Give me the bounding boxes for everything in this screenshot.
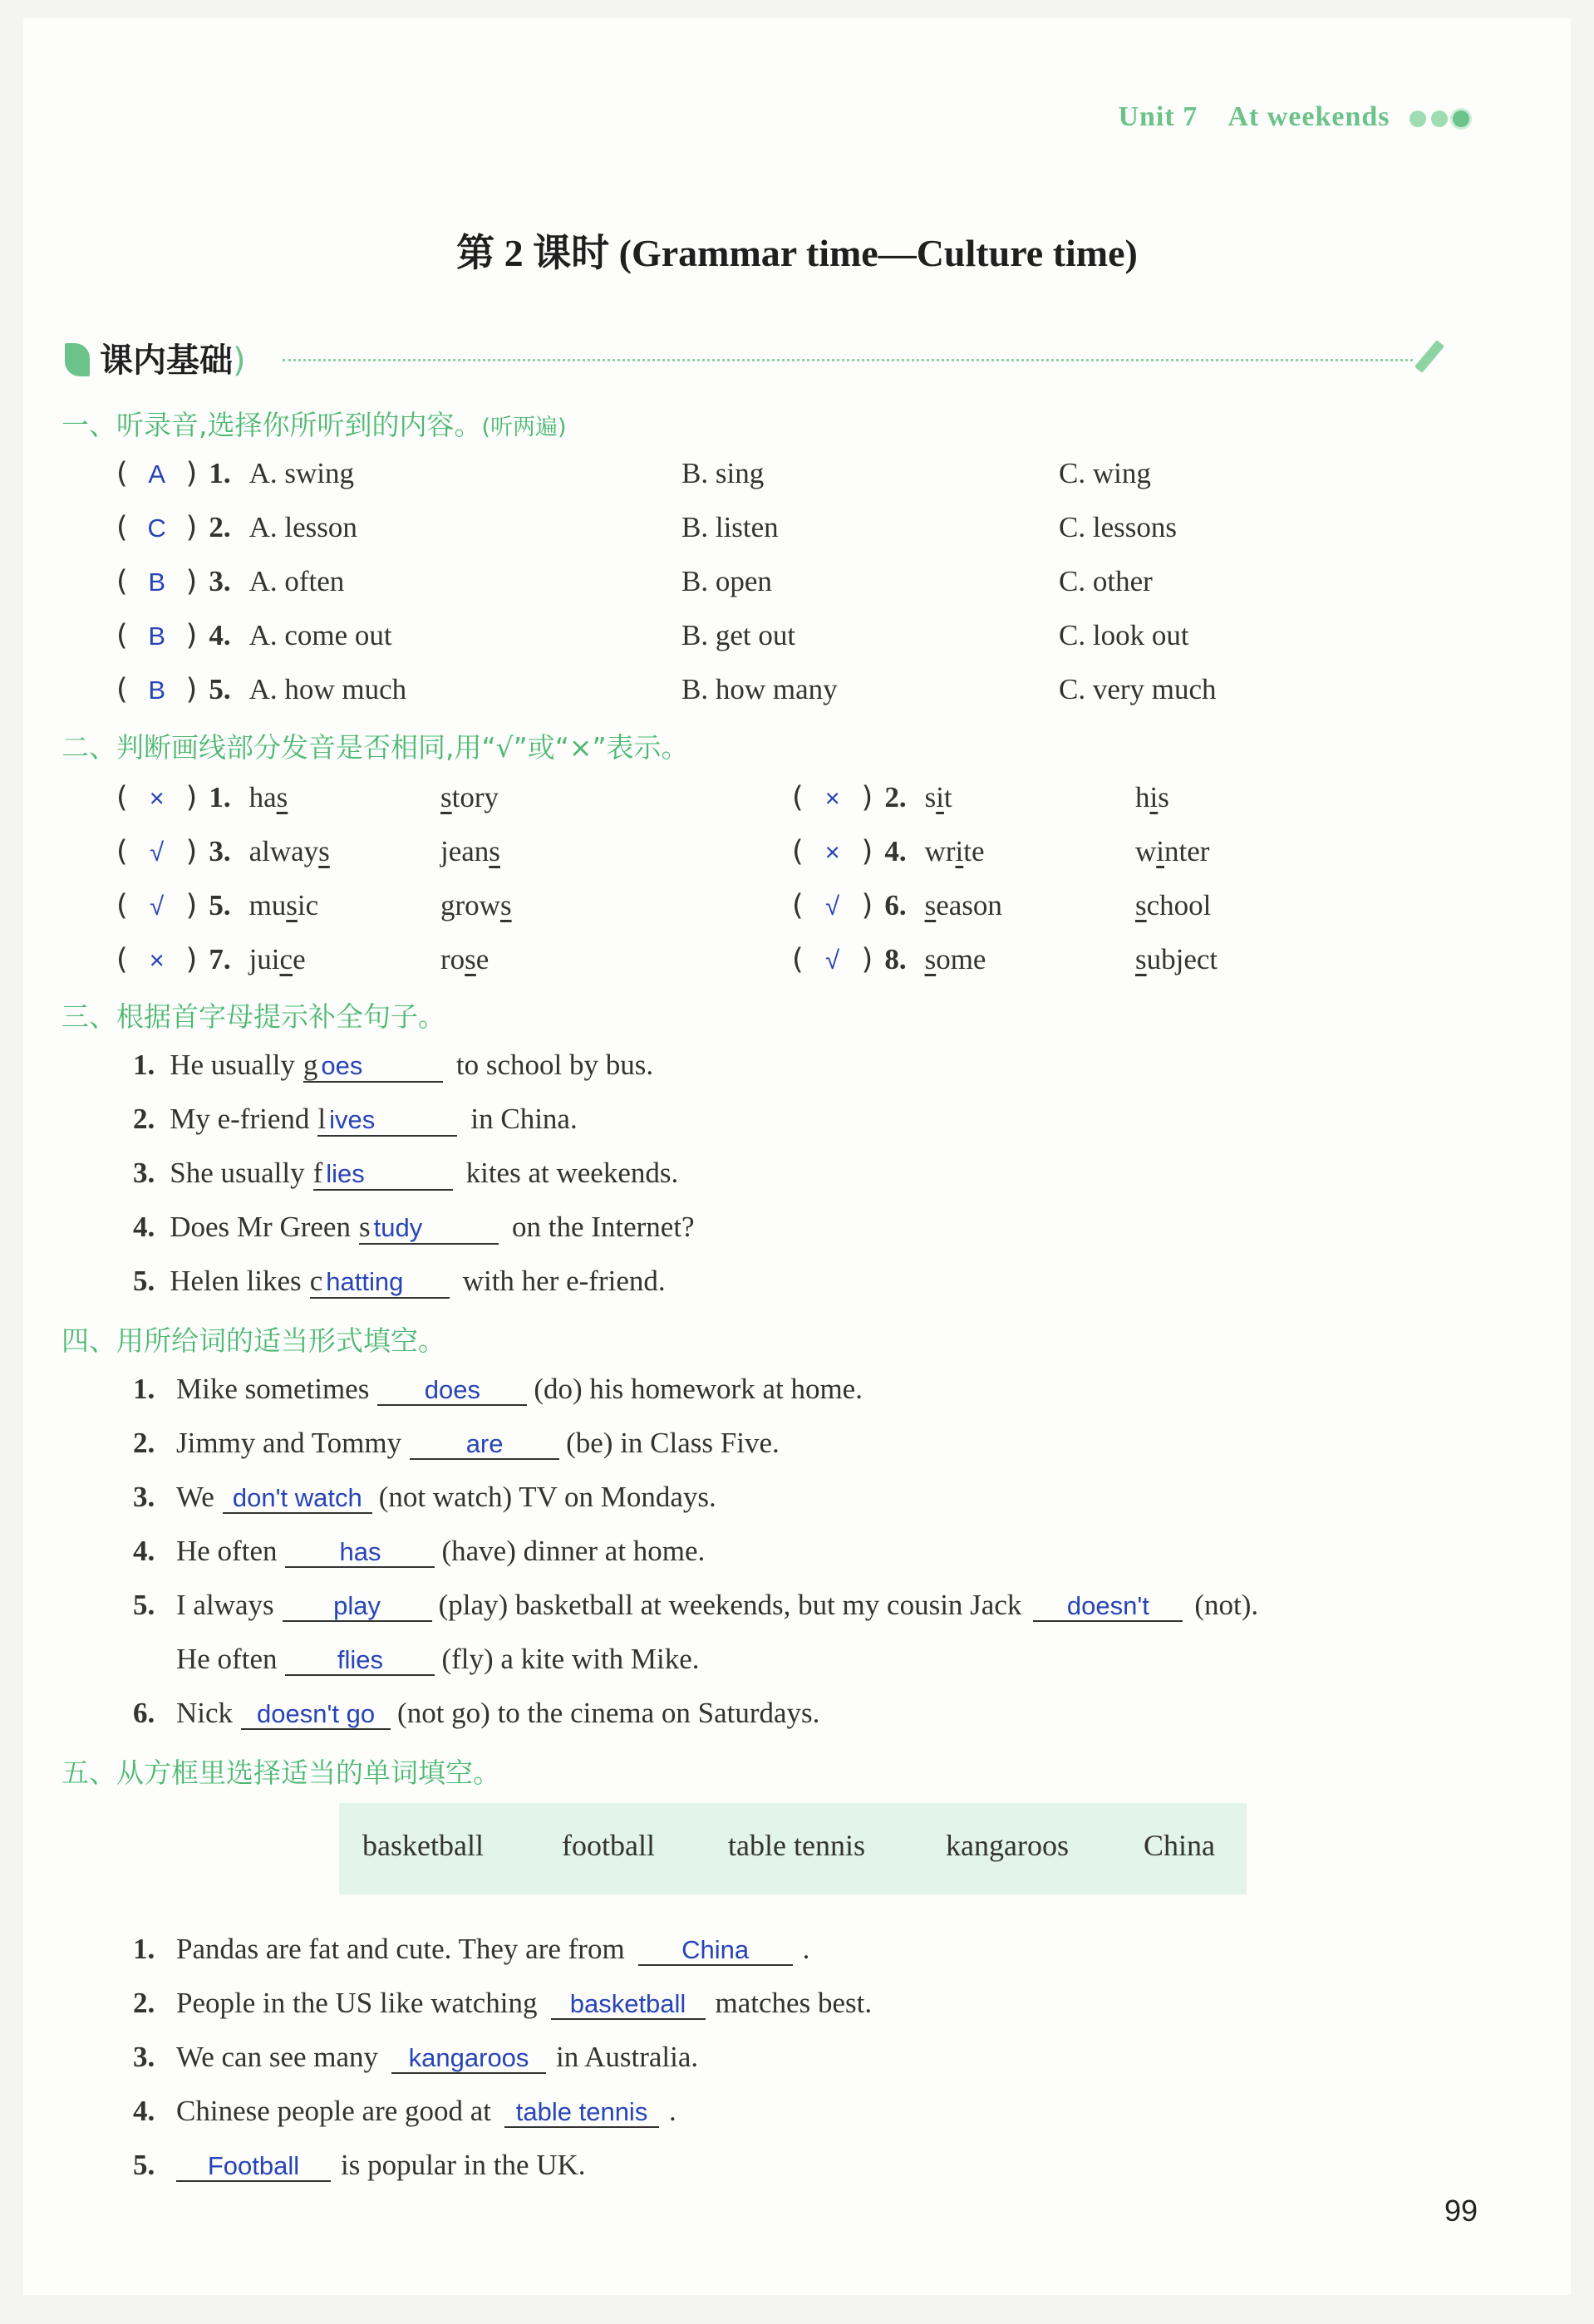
answer-choice: B xyxy=(148,676,165,705)
section-banner: 课内基础) xyxy=(65,334,246,381)
answer-blank xyxy=(317,1104,457,1137)
underlined-word xyxy=(1135,781,1169,813)
sentence-end: is popular in the UK. xyxy=(341,2149,586,2181)
paren-open: ( xyxy=(116,943,128,976)
sentence-end: (not go) to the cinema on Saturdays. xyxy=(397,1697,820,1729)
box-fill-sentence xyxy=(133,1933,809,1966)
choice-row xyxy=(116,565,344,598)
judge-compare xyxy=(1135,889,1211,922)
answer-mark: × xyxy=(149,946,165,975)
word-underlined-part: c xyxy=(279,943,293,975)
word-underlined-part: s xyxy=(1135,889,1147,921)
sentence-start: He often xyxy=(176,1643,278,1675)
item-number: 4. xyxy=(133,1535,155,1567)
judge-compare xyxy=(440,781,499,814)
choice-row xyxy=(116,673,406,706)
sentence-start: She usually xyxy=(170,1157,305,1189)
verb-form-sentence xyxy=(133,1427,780,1460)
option-a: A. swing xyxy=(248,457,354,489)
unit-topic: At weekends xyxy=(1227,101,1390,132)
item-number: 4. xyxy=(133,1211,155,1243)
sentence-start: I always xyxy=(176,1589,274,1621)
sentence-end: . xyxy=(802,1933,810,1965)
underlined-word xyxy=(925,781,952,813)
word-part: s xyxy=(1158,781,1169,813)
judge-compare xyxy=(440,943,489,976)
word-underlined-part: s xyxy=(489,835,500,867)
word-underlined-part: i xyxy=(1149,781,1159,813)
paren-close: ) xyxy=(185,457,198,490)
item-number: 4. xyxy=(209,619,231,651)
answer-blank: doesn't xyxy=(1033,1593,1183,1622)
choice-row xyxy=(116,511,357,544)
word-part: ic xyxy=(297,889,319,921)
item-number: 3. xyxy=(133,1481,155,1513)
answer-blank xyxy=(303,1050,443,1083)
paren-open: ( xyxy=(116,565,128,598)
item-number: 4. xyxy=(133,2095,155,2127)
answer-blank xyxy=(359,1212,499,1245)
underlined-word xyxy=(440,889,512,921)
sentence-end: matches best. xyxy=(715,1987,873,2019)
answer-fill: ives xyxy=(329,1105,376,1134)
paren-open: ( xyxy=(116,835,128,868)
answer-mark: × xyxy=(149,784,165,813)
item-number: 6. xyxy=(133,1697,155,1729)
paren-close: ) xyxy=(185,835,198,868)
choice-row xyxy=(116,457,354,490)
answer-choice: B xyxy=(148,567,165,597)
sentence-start: People in the US like watching xyxy=(176,1987,538,2019)
section-1-heading: 一、听录音,选择你所听到的内容。(听两遍) xyxy=(61,409,567,441)
sentence-start: Pandas are fat and cute. They are from xyxy=(176,1933,625,1965)
item-number: 7. xyxy=(209,943,231,975)
answer-blank xyxy=(313,1158,453,1191)
judge-compare xyxy=(1135,835,1209,868)
sentence-end: kites at weekends. xyxy=(465,1157,679,1189)
box-word: China xyxy=(1144,1829,1215,1862)
answer-mark: √ xyxy=(825,946,840,975)
answer-blank: are xyxy=(410,1431,559,1460)
sentence-start: Does Mr Green xyxy=(170,1211,351,1243)
paren-close: ) xyxy=(185,673,198,706)
underlined-word xyxy=(925,835,985,867)
item-number: 2. xyxy=(884,781,907,813)
paren-open: ( xyxy=(116,457,128,490)
item-number: 5. xyxy=(209,889,231,921)
sentence-end: (do) his homework at home. xyxy=(534,1373,863,1405)
paren-close: ) xyxy=(861,889,873,922)
sentence-start: He often xyxy=(176,1535,278,1567)
judge-compare xyxy=(1135,781,1169,814)
option-b: B. get out xyxy=(681,619,796,651)
sentence-end: (not). xyxy=(1194,1589,1259,1621)
answer-blank xyxy=(310,1266,450,1299)
box-fill-sentence xyxy=(133,2095,676,2128)
section-2-heading: 二、判断画线部分发音是否相同,用“√”或“×”表示。 xyxy=(61,731,689,764)
hint-letter: c xyxy=(309,1265,323,1297)
box-fill-sentence xyxy=(133,2041,698,2074)
paren-open: ( xyxy=(792,889,804,922)
sentence-start: We xyxy=(176,1481,214,1513)
option-c: C. lessons xyxy=(1059,511,1177,543)
option-b: B. listen xyxy=(681,511,779,543)
option-b: B. how many xyxy=(681,673,838,705)
judge-item xyxy=(116,835,330,868)
choice-row xyxy=(116,619,392,652)
hint-letter: l xyxy=(317,1103,327,1135)
item-number: 2. xyxy=(133,1427,155,1459)
word-part: w xyxy=(1135,835,1157,867)
word-part: t xyxy=(943,781,952,813)
option-a: A. how much xyxy=(248,673,407,705)
word-part: jean xyxy=(440,835,490,867)
word-part: h xyxy=(1135,781,1150,813)
answer-blank: kangaroos xyxy=(391,2045,546,2074)
option-a: A. come out xyxy=(248,619,392,651)
underlined-word xyxy=(249,943,306,975)
word-underlined-part: i xyxy=(955,835,964,867)
word-part: jui xyxy=(248,943,280,975)
sentence-end: to school by bus. xyxy=(455,1049,654,1081)
item-number: 6. xyxy=(884,889,907,921)
underlined-word xyxy=(1135,835,1209,867)
answer-blank: Football xyxy=(176,2153,331,2182)
underlined-word xyxy=(440,835,500,867)
box-word: basketball xyxy=(362,1829,484,1862)
word-underlined-part: i xyxy=(936,781,944,813)
underlined-word xyxy=(440,943,489,975)
paren-open: ( xyxy=(792,835,804,868)
answer-mark: × xyxy=(824,838,840,867)
word-part: ubject xyxy=(1146,943,1218,975)
word-part: tory xyxy=(451,781,499,813)
section-5-heading: 五、从方框里选择适当的单词填空。 xyxy=(61,1757,500,1789)
option-a: A. often xyxy=(248,565,345,597)
paren-close: ) xyxy=(861,835,873,868)
unit-header xyxy=(1118,101,1469,133)
word-part: wr xyxy=(924,835,956,867)
banner-divider xyxy=(283,359,1413,361)
judge-item xyxy=(116,889,318,922)
underlined-word xyxy=(925,943,986,975)
underlined-word xyxy=(440,781,499,813)
box-fill-sentence xyxy=(133,1987,872,2020)
item-number: 3. xyxy=(133,2041,155,2073)
hint-letter: g xyxy=(303,1049,318,1081)
judge-item xyxy=(116,781,288,814)
item-number: 1. xyxy=(209,781,231,813)
word-part: s xyxy=(924,781,937,813)
verb-form-sentence xyxy=(133,1589,1258,1622)
paren-open: ( xyxy=(792,943,804,976)
answer-blank: play xyxy=(283,1593,432,1622)
sentence-start: Helen likes xyxy=(170,1265,302,1297)
sentence-end: in China. xyxy=(470,1103,578,1135)
answer-mark: × xyxy=(824,784,840,813)
word-underlined-part: s xyxy=(440,781,452,813)
item-number: 3. xyxy=(209,565,231,597)
answer-blank: has xyxy=(285,1539,435,1568)
option-c: C. wing xyxy=(1059,457,1151,489)
sentence-start: We can see many xyxy=(176,2041,379,2073)
paren-close: ) xyxy=(185,781,198,814)
word-part: chool xyxy=(1146,889,1212,921)
paren-open: ( xyxy=(116,889,128,922)
answer-blank: basketball xyxy=(551,1991,706,2020)
judge-item xyxy=(116,943,306,976)
answer-choice: A xyxy=(148,459,165,489)
paren-open: ( xyxy=(116,673,128,706)
word-part: nter xyxy=(1164,835,1210,867)
paren-close: ) xyxy=(185,889,198,922)
verb-form-sentence xyxy=(133,1481,716,1514)
word-part: ro xyxy=(440,943,465,975)
box-fill-sentence xyxy=(133,2149,586,2182)
sentence-end: (play) basketball at weekends, but my cousin Jack xyxy=(438,1589,1022,1621)
sentence-start: Mike sometimes xyxy=(176,1373,370,1405)
item-number: 1. xyxy=(133,1373,155,1405)
word-underlined-part: s xyxy=(276,781,288,813)
answer-fill: oes xyxy=(321,1051,363,1080)
word-part: e xyxy=(475,943,490,975)
answer-blank: flies xyxy=(285,1647,435,1676)
paren-close: ) xyxy=(861,943,873,976)
item-number: 4. xyxy=(884,835,907,867)
item-number: 5. xyxy=(133,1589,155,1621)
hint-letter: f xyxy=(312,1157,323,1189)
word-underlined-part: s xyxy=(465,943,476,975)
answer-blank: does xyxy=(377,1377,527,1406)
sentence-end: (have) dinner at home. xyxy=(441,1535,706,1567)
underlined-word xyxy=(1135,889,1211,921)
paren-close: ) xyxy=(185,619,198,652)
answer-mark: √ xyxy=(150,838,165,867)
judge-compare xyxy=(1135,943,1218,976)
underlined-word xyxy=(1135,943,1218,975)
judge-item xyxy=(792,943,986,976)
item-number: 1. xyxy=(133,1049,155,1081)
judge-compare xyxy=(440,889,512,922)
sentence-end: . xyxy=(669,2095,676,2127)
fill-sentence xyxy=(133,1211,695,1245)
option-a: A. lesson xyxy=(248,511,357,543)
sentence-start: My e-friend xyxy=(170,1103,310,1135)
item-number: 5. xyxy=(209,673,231,705)
answer-choice: C xyxy=(147,513,166,543)
answer-mark: √ xyxy=(150,892,165,921)
item-number: 5. xyxy=(133,1265,155,1297)
paren-close: ) xyxy=(861,781,873,814)
word-part: alway xyxy=(248,835,319,867)
judge-compare xyxy=(440,835,500,868)
verb-form-sentence xyxy=(133,1697,819,1730)
fill-sentence xyxy=(133,1103,578,1137)
verb-form-sentence xyxy=(133,1535,705,1568)
answer-blank: China xyxy=(638,1937,793,1966)
paren-open: ( xyxy=(116,619,128,652)
item-number: 1. xyxy=(209,457,231,489)
paren-open: ( xyxy=(792,781,804,814)
sentence-end: (fly) a kite with Mike. xyxy=(441,1643,700,1675)
sentence-start: Nick xyxy=(176,1697,234,1729)
word-underlined-part: s xyxy=(286,889,298,921)
answer-fill: lies xyxy=(326,1159,365,1188)
fill-sentence xyxy=(133,1157,678,1191)
answer-blank: don't watch xyxy=(223,1485,372,1514)
word-underlined-part: s xyxy=(924,943,937,975)
fill-sentence xyxy=(133,1265,666,1299)
verb-form-sentence xyxy=(133,1643,700,1676)
underlined-word xyxy=(925,889,1002,921)
item-number: 5. xyxy=(133,2149,155,2181)
word-underlined-part: s xyxy=(499,889,512,921)
judge-item xyxy=(792,889,1002,922)
box-word: kangaroos xyxy=(946,1829,1069,1862)
word-underlined-part: s xyxy=(1135,943,1147,975)
hint-letter: s xyxy=(358,1211,371,1243)
paren-open: ( xyxy=(116,511,128,544)
underlined-word xyxy=(249,835,330,867)
paren-close: ) xyxy=(185,565,198,598)
sentence-start: He usually xyxy=(170,1049,295,1081)
word-part: eason xyxy=(936,889,1002,921)
sentence-end: in Australia. xyxy=(556,2041,699,2073)
option-c: C. look out xyxy=(1059,619,1189,651)
sentence-end: (be) in Class Five. xyxy=(566,1427,780,1459)
word-part: te xyxy=(963,835,985,867)
item-number: 2. xyxy=(133,1103,155,1135)
fill-sentence xyxy=(133,1049,653,1083)
header-dots-icon xyxy=(1410,111,1469,127)
verb-form-sentence xyxy=(133,1373,863,1406)
answer-blank: doesn't go xyxy=(241,1701,391,1730)
item-number: 2. xyxy=(209,511,231,543)
option-b: B. open xyxy=(681,565,772,597)
section-4-heading: 四、用所给词的适当形式填空。 xyxy=(61,1324,445,1357)
item-number: 8. xyxy=(884,943,907,975)
item-number: 1. xyxy=(133,1933,155,1965)
answer-fill: tudy xyxy=(373,1213,423,1242)
judge-item xyxy=(792,781,952,814)
unit-label: Unit 7 xyxy=(1118,101,1198,132)
lesson-title: 第 2 课时 (Grammar time—Culture time) xyxy=(456,232,1138,274)
judge-item xyxy=(792,835,985,868)
item-number: 3. xyxy=(133,1157,155,1189)
word-part: grow xyxy=(440,889,500,921)
word-underlined-part: i xyxy=(1156,835,1165,867)
box-word: football xyxy=(562,1829,655,1862)
underlined-word xyxy=(249,781,288,813)
word-underlined-part: s xyxy=(924,889,937,921)
word-part: ha xyxy=(248,781,277,813)
word-part: ome xyxy=(936,943,986,975)
paren-close: ) xyxy=(185,943,198,976)
word-part: e xyxy=(293,943,306,975)
paren-close: ) xyxy=(185,511,198,544)
item-number: 2. xyxy=(133,1987,155,2019)
box-word: table tennis xyxy=(728,1829,865,1862)
sentence-end: with her e-friend. xyxy=(462,1265,666,1297)
word-part: mu xyxy=(248,889,287,921)
item-number: 3. xyxy=(209,835,231,867)
sentence-end: (not watch) TV on Mondays. xyxy=(378,1481,716,1513)
option-c: C. very much xyxy=(1059,673,1217,705)
option-b: B. sing xyxy=(681,457,765,489)
leaf-icon xyxy=(65,343,90,376)
sentence-end: on the Internet? xyxy=(511,1211,695,1243)
answer-mark: √ xyxy=(825,892,840,921)
option-c: C. other xyxy=(1059,565,1153,597)
sentence-start: Chinese people are good at xyxy=(176,2095,492,2127)
section-3-heading: 三、根据首字母提示补全句子。 xyxy=(61,1000,445,1033)
answer-choice: B xyxy=(148,622,165,651)
answer-fill: hatting xyxy=(326,1267,404,1296)
paren-open: ( xyxy=(116,781,128,814)
answer-blank: table tennis xyxy=(504,2099,659,2128)
underlined-word xyxy=(249,889,319,921)
word-underlined-part: s xyxy=(318,835,330,867)
sentence-start: Jimmy and Tommy xyxy=(176,1427,402,1459)
page-number: 99 xyxy=(1444,2194,1478,2228)
